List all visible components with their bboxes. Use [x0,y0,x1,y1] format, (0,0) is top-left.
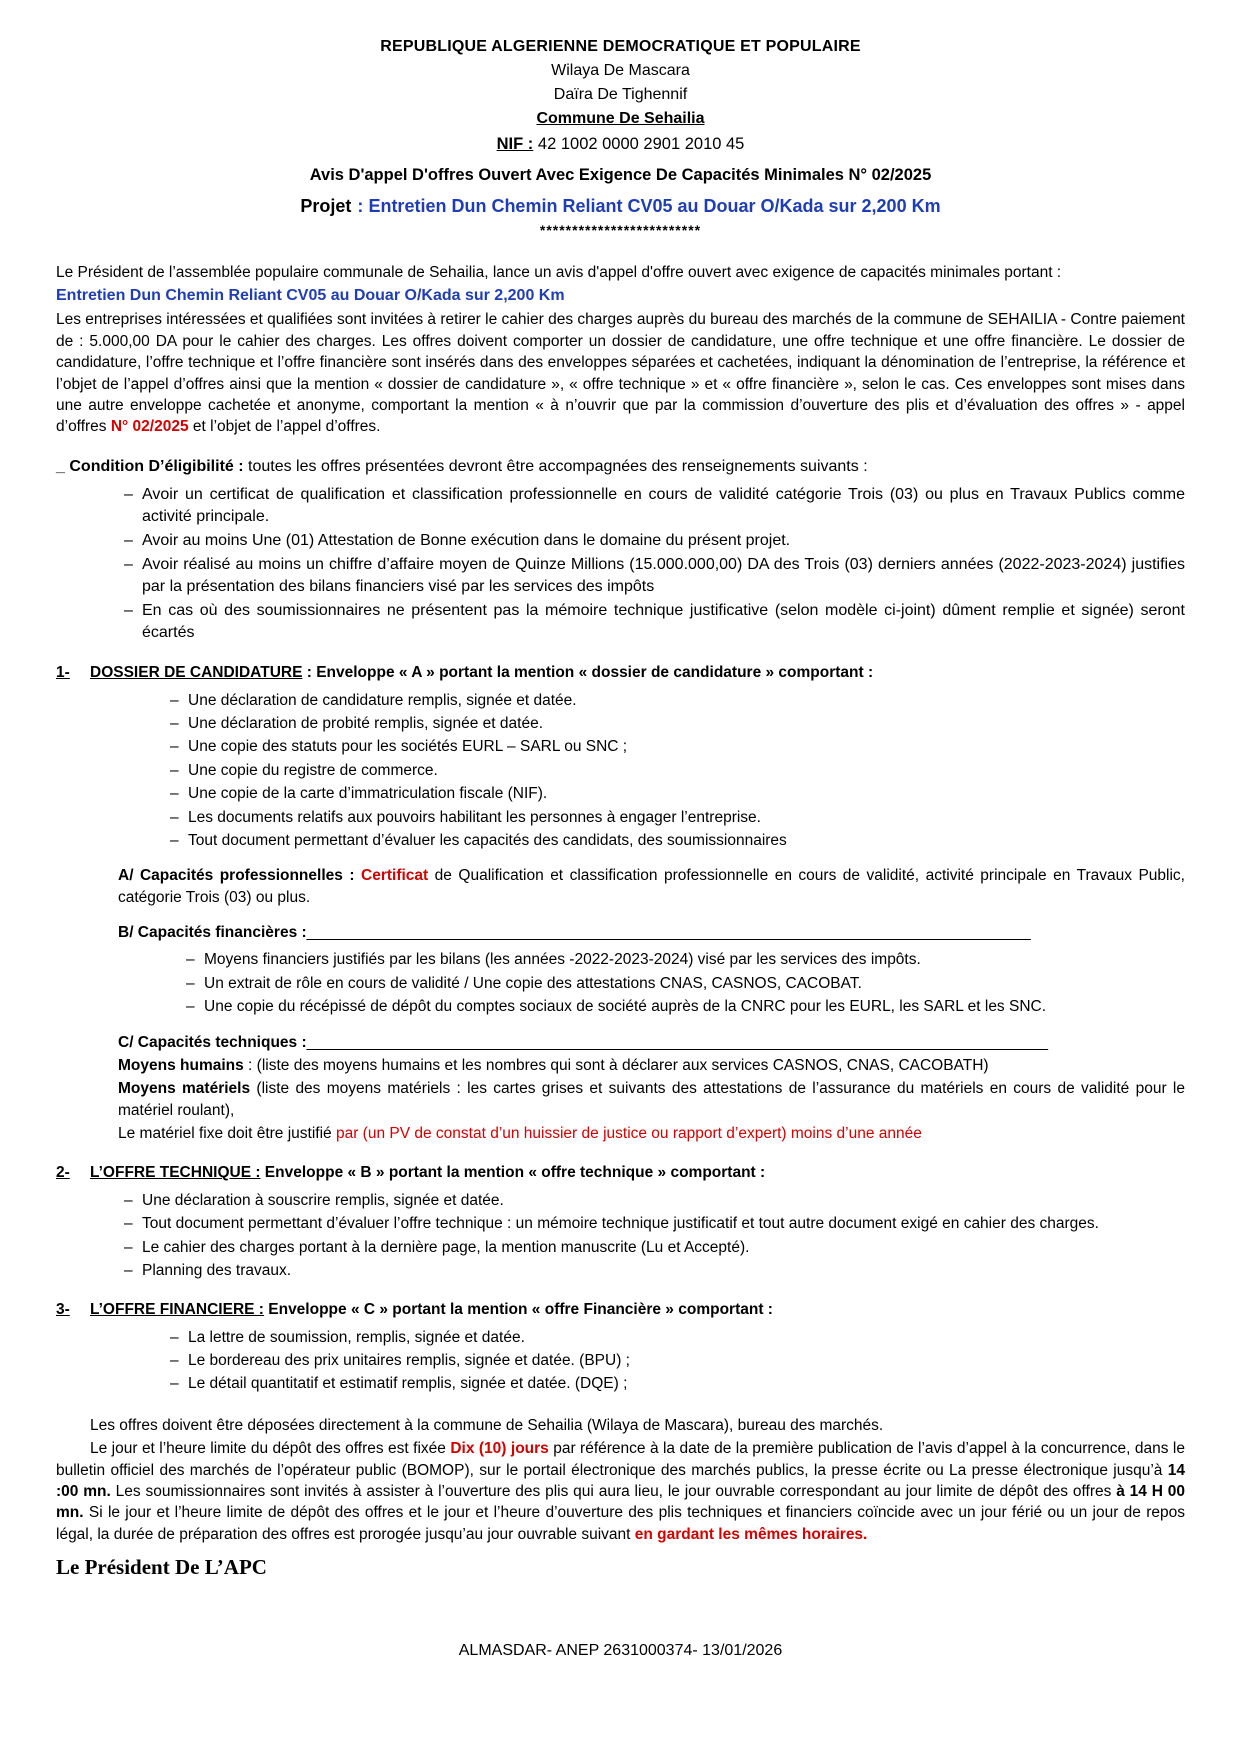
project-heading [56,194,1185,219]
section-1-title-underlined: DOSSIER DE CANDIDATURE [90,664,303,682]
section-2-title-underlined: L’OFFRE TECHNIQUE : [90,1164,261,1182]
intro-text-a: Les entreprises intéressées et qualifiées sont invitées à retirer le cahier des charges auprès du bureau des marchés de la commune de SEHAILIA - Contre paiement de : 5.000,00 DA pour le cahier des charges. Les offres doivent comporter un dossier de candidature, une offre technique et une offre financière. Le dossier de candidature, l’offre technique et l’offre financière sont insérés dans des enveloppes séparées et cachetées, indiquant la dénomination de l’entreprise, la référence et l’objet de l’appel d’offres ainsi que la mention « dossier de candidature », « offre technique » et « offre financière », selon le cas. Ces enveloppes sont mises dans une autre enveloppe cachetée et anonyme, comportant la mention « à n’ouvrir que par la commission d’ouverture des plis et d’évaluation des offres » - appel d’offres [56,311,1185,436]
capacites-financieres-rule: ____________________________________________________________________________________ [306,924,1031,942]
list-item: – Les documents relatifs aux pouvoirs habilitant les personnes à engager l’entreprise. [164,807,1185,828]
project-title: Entretien Dun Chemin Reliant CV05 au Douar O/Kada sur 2,200 Km [368,195,941,216]
intro-paragraph-2 [56,309,1185,437]
capacites-techniques-heading [118,1032,1185,1053]
list-item: – Un extrait de rôle en cours de validité / Une copie des attestations CNAS, CASNOS, CACOBAT. [180,973,1185,994]
materiel-fixe-line [118,1123,1185,1144]
moyens-humains-line [118,1055,1185,1076]
section-1-list [164,690,1185,852]
same-hours-highlight: en gardant les mêmes horaires. [634,1525,868,1543]
document-footer: ALMASDAR- ANEP 2631000374- 13/01/2026 [458,1642,783,1660]
capacites-financieres-list [180,949,1185,1017]
opening-time: à 14 H 00 mn. [56,1482,1186,1522]
project-colon: : [357,195,364,216]
section-2-number: 2- [56,1164,70,1182]
notice-title: Avis D'appel D'offres Ouvert Avec Exigence De Capacités Minimales N° 02/2025 [309,166,932,185]
section-2-list [118,1190,1185,1282]
moyens-materiels-label: Moyens matériels [118,1080,251,1098]
eligibility-title-line [56,456,1185,478]
closing-text-b: par référence à la date de la première publication de l’avis d’appel à la concurrence, dans le bulletin officiel des marchés de l’opérateur public (BOMOP), sur le portail électronique des marchés publics, la presse écrite ou La presse électronique jusqu’à [56,1440,1185,1479]
section-3-number: 3- [56,1301,70,1319]
nif-label: NIF : [496,135,534,154]
nif-value: 42 1002 0000 2901 2010 45 [537,135,745,154]
section-3-list [164,1327,1185,1395]
intro-text-b: et l’objet de l’appel d’offres. [188,418,381,436]
list-item: – Avoir au moins Une (01) Attestation de Bonne exécution dans le domaine du présent projet. [118,530,1185,552]
tender-reference: N° 02/2025 [110,418,189,436]
closing-text-d: Si le jour et l’heure limite de dépôt des offres et le jour et l’heure d’ouverture des plis techniques et financiers coïncide avec un jour férié ou un jour de repos légal, la durée de préparation des offres est prorogée jusqu’au jour ouvrable suivant [56,1504,1185,1543]
closing-block [56,1415,1185,1582]
capacites-financieres-label: B/ Capacités financières : [118,924,307,942]
eligibility-list [118,484,1185,645]
list-item: – Le bordereau des prix unitaires remplis, signée et datée. (BPU) ; [164,1350,1185,1371]
capacites-professionnelles-label: A/ Capacités professionnelles : [118,867,355,885]
list-item: – Une copie du récépissé de dépôt du comptes sociaux de société auprès de la CNRC pour les EURL, les SARL et les SNC. [180,996,1185,1017]
section-2-heading [56,1162,1185,1183]
moyens-humains-label: Moyens humains [118,1056,244,1074]
intro-project-title: Entretien Dun Chemin Reliant CV05 au Douar O/Kada sur 2,200 Km [56,287,565,305]
list-item: – Planning des travaux. [118,1260,1185,1281]
intro-paragraph-1: Le Président de l’assemblée populaire communale de Sehailia, lance un avis d'appel d'offre ouvert avec exigence de capacités minimales portant : [56,263,1062,281]
eligibility-section [56,456,1185,645]
header-nif [56,133,1185,156]
intro-block [56,262,1185,438]
section-3-title-rest: Enveloppe « C » portant la mention « offre Financière » comportant : [263,1301,773,1319]
document-header [56,36,1185,240]
section-2-title [90,1162,1185,1183]
capacites-techniques-block [118,1032,1185,1145]
header-daira: Daïra De Tighennif [553,86,688,104]
capacites-professionnelles-text [118,865,1185,908]
section-3-title [90,1299,1185,1320]
section-1-number: 1- [56,664,70,682]
certificat-highlight: Certificat [361,867,429,885]
section-1-heading [56,662,1185,683]
materiel-fixe-highlight: par (un PV de constat d’un huissier de justice ou rapport d’expert) moins d’une année [335,1125,922,1143]
closing-text-c: Les soumissionnaires sont invités à assister à l’ouverture des plis qui aura lieu, le jour ouvrable correspondant au jour limite de dépôt des offres [110,1482,1117,1500]
capacites-techniques-label: C/ Capacités techniques : [118,1033,307,1051]
closing-text-a: Le jour et l’heure limite du dépôt des offres est fixée [90,1440,451,1458]
list-item: – Une déclaration à souscrire remplis, signée et datée. [118,1190,1185,1211]
signature-line: Le Président De L’APC [56,1555,267,1580]
eligibility-prefix: _ [56,457,65,475]
materiel-fixe-text: Le matériel fixe doit être justifié [118,1125,336,1143]
deadline-time: 14 :00 mn. [56,1461,1185,1500]
header-wilaya: Wilaya De Mascara [551,62,690,80]
deadline-days: Dix (10) jours [450,1440,549,1458]
list-item: – Une copie de la carte d’immatriculation fiscale (NIF). [164,783,1185,804]
list-item: – Avoir un certificat de qualification et classification professionnelle en cours de validité catégorie Trois (03) ou plus en Travaux Publics comme activité principale. [118,484,1185,528]
capacites-techniques-rule: ______________________________________________________________________________________ [306,1033,1048,1051]
list-item: – Tout document permettant d’évaluer les capacités des candidats, des soumissionnaires [164,830,1185,851]
section-3-title-underlined: L’OFFRE FINANCIERE : [90,1301,264,1319]
moyens-humains-text: : (liste des moyens humains et les nombres qui sont à déclarer aux services CASNOS, CNAS, CACOBATH) [243,1056,989,1074]
header-commune: Commune De Sehailia [536,110,705,128]
eligibility-title-rest: toutes les offres présentées devront être accompagnées des renseignements suivants : [248,457,868,475]
capacites-professionnelles-body: de Qualification et classification professionnelle en cours de validité, activité principale en Travaux Public, catégorie Trois (03) ou plus. [118,867,1185,906]
header-republic: REPUBLIQUE ALGERIENNE DEMOCRATIQUE ET POPULAIRE [380,38,861,55]
list-item: – Une copie des statuts pour les sociétés EURL – SARL ou SNC ; [164,736,1185,757]
list-item: – Moyens financiers justifiés par les bilans (les années -2022-2023-2024) visé par les services des impôts. [180,949,1185,970]
capacites-financieres-block [118,922,1185,1018]
moyens-materiels-text: (liste des moyens matériels : les cartes grises et suivants des attestations de l’assurance du matériels en cours de validité pour le matériel roulant), [118,1080,1185,1119]
section-1-title-rest: : Enveloppe « A » portant la mention « dossier de candidature » comportant : [302,664,874,682]
list-item: – Le détail quantitatif et estimatif remplis, signée et datée. (DQE) ; [164,1373,1185,1394]
capacites-professionnelles-block [118,865,1185,908]
stars-divider: ************************* [539,221,702,238]
list-item: – Tout document permettant d’évaluer l’offre technique : un mémoire technique justificatif et tout autre document exigé en cahier des charges. [118,1213,1185,1234]
section-3-heading [56,1299,1185,1320]
section-1-title [90,662,1185,683]
list-item: – La lettre de soumission, remplis, signée et datée. [164,1327,1185,1348]
project-label: Projet [300,195,352,216]
list-item: – Avoir réalisé au moins un chiffre d’affaire moyen de Quinze Millions (15.000.000,00) DA des Trois (03) derniers années (2022-2023-2024) justifies par la présentation des bilans financiers visé par les services des impôts [118,554,1185,598]
capacites-financieres-heading [118,922,1185,943]
section-2-title-rest: Enveloppe « B » portant la mention « offre technique » comportant : [260,1164,766,1182]
closing-paragraph-2 [56,1438,1185,1545]
closing-paragraph-1: Les offres doivent être déposées directement à la commune de Sehailia (Wilaya de Mascara), bureau des marchés. [90,1416,884,1434]
list-item: – En cas où des soumissionnaires ne présentent pas la mémoire technique justificative (selon modèle ci-joint) dûment remplie et signée) seront écartés [118,600,1185,644]
moyens-materiels-line [118,1078,1185,1121]
eligibility-title: Condition D’éligibilité : [69,457,244,475]
list-item: – Une copie du registre de commerce. [164,760,1185,781]
list-item: – Une déclaration de probité remplis, signée et datée. [164,713,1185,734]
list-item: – Une déclaration de candidature remplis, signée et datée. [164,690,1185,711]
list-item: – Le cahier des charges portant à la dernière page, la mention manuscrite (Lu et Accepté). [118,1237,1185,1258]
